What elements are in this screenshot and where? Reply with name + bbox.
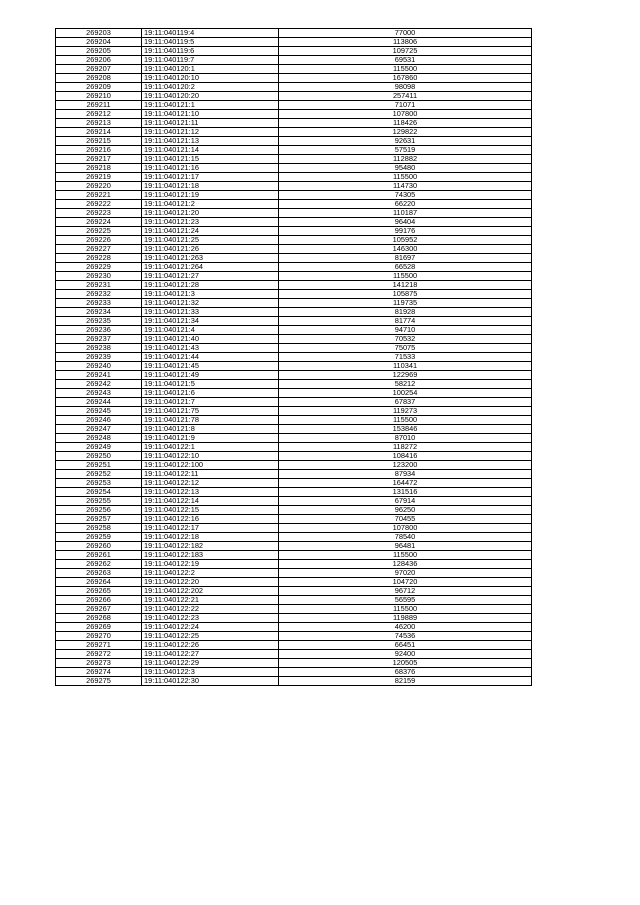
data-table: [55, 28, 532, 686]
value-cell: 98098: [279, 83, 532, 92]
value-cell: 77000: [279, 29, 532, 38]
row-id-cell: 269268: [56, 614, 142, 623]
row-id-cell: 269244: [56, 398, 142, 407]
row-id-cell: 269251: [56, 461, 142, 470]
value-cell: 164472: [279, 479, 532, 488]
value-cell: 75075: [279, 344, 532, 353]
table-row: [56, 632, 532, 641]
table-row: [56, 524, 532, 533]
value-cell: 105875: [279, 290, 532, 299]
row-id-cell: 269254: [56, 488, 142, 497]
table-row: [56, 83, 532, 92]
table-row: [56, 56, 532, 65]
table-row: [56, 506, 532, 515]
table-row: [56, 677, 532, 686]
table-row: [56, 425, 532, 434]
row-id-cell: 269259: [56, 533, 142, 542]
value-cell: 257411: [279, 92, 532, 101]
cadastral-number-cell: 19:11:040121:23: [142, 218, 279, 227]
table-row: [56, 92, 532, 101]
table-row: [56, 380, 532, 389]
cadastral-number-cell: 19:11:040121:12: [142, 128, 279, 137]
value-cell: 123200: [279, 461, 532, 470]
value-cell: 69531: [279, 56, 532, 65]
cadastral-number-cell: 19:11:040122:14: [142, 497, 279, 506]
row-id-cell: 269211: [56, 101, 142, 110]
table-row: [56, 47, 532, 56]
value-cell: 115500: [279, 65, 532, 74]
row-id-cell: 269232: [56, 290, 142, 299]
cadastral-number-cell: 19:11:040121:8: [142, 425, 279, 434]
cadastral-number-cell: 19:11:040121:75: [142, 407, 279, 416]
row-id-cell: 269233: [56, 299, 142, 308]
table-row: [56, 227, 532, 236]
table-row: [56, 209, 532, 218]
table-row: [56, 434, 532, 443]
cadastral-number-cell: 19:11:040122:10: [142, 452, 279, 461]
value-cell: 118272: [279, 443, 532, 452]
value-cell: 146300: [279, 245, 532, 254]
cadastral-number-cell: 19:11:040122:3: [142, 668, 279, 677]
cadastral-number-cell: 19:11:040121:20: [142, 209, 279, 218]
value-cell: 81774: [279, 317, 532, 326]
row-id-cell: 269265: [56, 587, 142, 596]
cadastral-number-cell: 19:11:040122:23: [142, 614, 279, 623]
cadastral-number-cell: 19:11:040122:12: [142, 479, 279, 488]
value-cell: 107800: [279, 524, 532, 533]
table-row: [56, 650, 532, 659]
value-cell: 66451: [279, 641, 532, 650]
table-row: [56, 659, 532, 668]
cadastral-number-cell: 19:11:040120:2: [142, 83, 279, 92]
cadastral-number-cell: 19:11:040122:24: [142, 623, 279, 632]
row-id-cell: 269270: [56, 632, 142, 641]
cadastral-number-cell: 19:11:040121:33: [142, 308, 279, 317]
value-cell: 56595: [279, 596, 532, 605]
row-id-cell: 269257: [56, 515, 142, 524]
cadastral-number-cell: 19:11:040122:30: [142, 677, 279, 686]
cadastral-number-cell: 19:11:040121:6: [142, 389, 279, 398]
cadastral-number-cell: 19:11:040122:1: [142, 443, 279, 452]
table-row: [56, 191, 532, 200]
table-row: [56, 587, 532, 596]
row-id-cell: 269264: [56, 578, 142, 587]
row-id-cell: 269250: [56, 452, 142, 461]
cadastral-number-cell: 19:11:040121:2: [142, 200, 279, 209]
value-cell: 71071: [279, 101, 532, 110]
table-row: [56, 173, 532, 182]
table-row: [56, 74, 532, 83]
cadastral-number-cell: 19:11:040120:10: [142, 74, 279, 83]
row-id-cell: 269262: [56, 560, 142, 569]
cadastral-number-cell: 19:11:040121:14: [142, 146, 279, 155]
cadastral-number-cell: 19:11:040119:4: [142, 29, 279, 38]
table-row: [56, 623, 532, 632]
row-id-cell: 269231: [56, 281, 142, 290]
row-id-cell: 269212: [56, 110, 142, 119]
row-id-cell: 269258: [56, 524, 142, 533]
value-cell: 120505: [279, 659, 532, 668]
value-cell: 97020: [279, 569, 532, 578]
value-cell: 113806: [279, 38, 532, 47]
table-row: [56, 128, 532, 137]
value-cell: 94710: [279, 326, 532, 335]
cadastral-number-cell: 19:11:040122:2: [142, 569, 279, 578]
table-row: [56, 488, 532, 497]
value-cell: 110341: [279, 362, 532, 371]
row-id-cell: 269241: [56, 371, 142, 380]
cadastral-number-cell: 19:11:040121:13: [142, 137, 279, 146]
row-id-cell: 269205: [56, 47, 142, 56]
table-row: [56, 578, 532, 587]
row-id-cell: 269213: [56, 119, 142, 128]
value-cell: 112882: [279, 155, 532, 164]
table-row: [56, 389, 532, 398]
cadastral-number-cell: 19:11:040121:3: [142, 290, 279, 299]
cadastral-number-cell: 19:11:040122:183: [142, 551, 279, 560]
table-row: [56, 146, 532, 155]
value-cell: 109725: [279, 47, 532, 56]
value-cell: 129822: [279, 128, 532, 137]
row-id-cell: 269208: [56, 74, 142, 83]
value-cell: 58212: [279, 380, 532, 389]
cadastral-number-cell: 19:11:040121:5: [142, 380, 279, 389]
row-id-cell: 269239: [56, 353, 142, 362]
cadastral-number-cell: 19:11:040121:15: [142, 155, 279, 164]
value-cell: 118426: [279, 119, 532, 128]
row-id-cell: 269210: [56, 92, 142, 101]
row-id-cell: 269271: [56, 641, 142, 650]
cadastral-number-cell: 19:11:040122:26: [142, 641, 279, 650]
row-id-cell: 269229: [56, 263, 142, 272]
value-cell: 95480: [279, 164, 532, 173]
cadastral-number-cell: 19:11:040122:182: [142, 542, 279, 551]
cadastral-number-cell: 19:11:040122:16: [142, 515, 279, 524]
table-row: [56, 542, 532, 551]
table-row: [56, 668, 532, 677]
value-cell: 119273: [279, 407, 532, 416]
table-row: [56, 479, 532, 488]
table-row: [56, 605, 532, 614]
value-cell: 128436: [279, 560, 532, 569]
value-cell: 141218: [279, 281, 532, 290]
table-row: [56, 326, 532, 335]
row-id-cell: 269238: [56, 344, 142, 353]
value-cell: 82159: [279, 677, 532, 686]
row-id-cell: 269260: [56, 542, 142, 551]
value-cell: 57519: [279, 146, 532, 155]
value-cell: 87010: [279, 434, 532, 443]
table-row: [56, 443, 532, 452]
cadastral-number-cell: 19:11:040121:49: [142, 371, 279, 380]
value-cell: 110187: [279, 209, 532, 218]
table-row: [56, 263, 532, 272]
row-id-cell: 269274: [56, 668, 142, 677]
value-cell: 46200: [279, 623, 532, 632]
row-id-cell: 269228: [56, 254, 142, 263]
value-cell: 67914: [279, 497, 532, 506]
value-cell: 87934: [279, 470, 532, 479]
cadastral-number-cell: 19:11:040121:4: [142, 326, 279, 335]
table-row: [56, 416, 532, 425]
cadastral-number-cell: 19:11:040121:27: [142, 272, 279, 281]
value-cell: 66220: [279, 200, 532, 209]
table-row: [56, 245, 532, 254]
table-row: [56, 596, 532, 605]
table-row: [56, 272, 532, 281]
value-cell: 115500: [279, 173, 532, 182]
table-row: [56, 461, 532, 470]
cadastral-number-cell: 19:11:040121:25: [142, 236, 279, 245]
value-cell: 68376: [279, 668, 532, 677]
value-cell: 108416: [279, 452, 532, 461]
cadastral-number-cell: 19:11:040122:17: [142, 524, 279, 533]
row-id-cell: 269220: [56, 182, 142, 191]
row-id-cell: 269218: [56, 164, 142, 173]
row-id-cell: 269248: [56, 434, 142, 443]
value-cell: 115500: [279, 272, 532, 281]
cadastral-number-cell: 19:11:040121:7: [142, 398, 279, 407]
value-cell: 104720: [279, 578, 532, 587]
row-id-cell: 269219: [56, 173, 142, 182]
value-cell: 71533: [279, 353, 532, 362]
row-id-cell: 269242: [56, 380, 142, 389]
value-cell: 66528: [279, 263, 532, 272]
cadastral-number-cell: 19:11:040121:264: [142, 263, 279, 272]
table-row: [56, 101, 532, 110]
row-id-cell: 269266: [56, 596, 142, 605]
value-cell: 115500: [279, 605, 532, 614]
value-cell: 67837: [279, 398, 532, 407]
row-id-cell: 269253: [56, 479, 142, 488]
cadastral-number-cell: 19:11:040121:1: [142, 101, 279, 110]
table-row: [56, 308, 532, 317]
cadastral-number-cell: 19:11:040121:32: [142, 299, 279, 308]
table-row: [56, 290, 532, 299]
value-cell: 131516: [279, 488, 532, 497]
value-cell: 70532: [279, 335, 532, 344]
cadastral-number-cell: 19:11:040120:20: [142, 92, 279, 101]
row-id-cell: 269214: [56, 128, 142, 137]
cadastral-number-cell: 19:11:040122:15: [142, 506, 279, 515]
table-row: [56, 254, 532, 263]
table-row: [56, 641, 532, 650]
cadastral-number-cell: 19:11:040120:1: [142, 65, 279, 74]
row-id-cell: 269249: [56, 443, 142, 452]
table-row: [56, 164, 532, 173]
row-id-cell: 269267: [56, 605, 142, 614]
value-cell: 115500: [279, 416, 532, 425]
table-row: [56, 65, 532, 74]
cadastral-number-cell: 19:11:040121:43: [142, 344, 279, 353]
table-row: [56, 29, 532, 38]
value-cell: 96250: [279, 506, 532, 515]
row-id-cell: 269217: [56, 155, 142, 164]
row-id-cell: 269221: [56, 191, 142, 200]
cadastral-number-cell: 19:11:040122:11: [142, 470, 279, 479]
row-id-cell: 269215: [56, 137, 142, 146]
table-row: [56, 560, 532, 569]
row-id-cell: 269203: [56, 29, 142, 38]
row-id-cell: 269272: [56, 650, 142, 659]
table-row: [56, 236, 532, 245]
row-id-cell: 269236: [56, 326, 142, 335]
table-row: [56, 533, 532, 542]
row-id-cell: 269237: [56, 335, 142, 344]
row-id-cell: 269269: [56, 623, 142, 632]
cadastral-number-cell: 19:11:040121:28: [142, 281, 279, 290]
cadastral-number-cell: 19:11:040121:44: [142, 353, 279, 362]
cadastral-number-cell: 19:11:040121:26: [142, 245, 279, 254]
row-id-cell: 269261: [56, 551, 142, 560]
cadastral-number-cell: 19:11:040121:40: [142, 335, 279, 344]
table-row: [56, 398, 532, 407]
value-cell: 74536: [279, 632, 532, 641]
value-cell: 153846: [279, 425, 532, 434]
value-cell: 96481: [279, 542, 532, 551]
table-row: [56, 371, 532, 380]
value-cell: 78540: [279, 533, 532, 542]
value-cell: 81928: [279, 308, 532, 317]
row-id-cell: 269263: [56, 569, 142, 578]
row-id-cell: 269230: [56, 272, 142, 281]
cadastral-number-cell: 19:11:040121:19: [142, 191, 279, 200]
cadastral-number-cell: 19:11:040121:24: [142, 227, 279, 236]
value-cell: 115500: [279, 551, 532, 560]
row-id-cell: 269226: [56, 236, 142, 245]
row-id-cell: 269255: [56, 497, 142, 506]
cadastral-number-cell: 19:11:040121:16: [142, 164, 279, 173]
cadastral-number-cell: 19:11:040121:45: [142, 362, 279, 371]
value-cell: 96712: [279, 587, 532, 596]
row-id-cell: 269273: [56, 659, 142, 668]
cadastral-number-cell: 19:11:040119:7: [142, 56, 279, 65]
table-row: [56, 344, 532, 353]
row-id-cell: 269252: [56, 470, 142, 479]
value-cell: 74305: [279, 191, 532, 200]
cadastral-number-cell: 19:11:040121:17: [142, 173, 279, 182]
cadastral-number-cell: 19:11:040122:19: [142, 560, 279, 569]
table-row: [56, 614, 532, 623]
row-id-cell: 269240: [56, 362, 142, 371]
value-cell: 96404: [279, 218, 532, 227]
value-cell: 92631: [279, 137, 532, 146]
row-id-cell: 269204: [56, 38, 142, 47]
row-id-cell: 269275: [56, 677, 142, 686]
value-cell: 81697: [279, 254, 532, 263]
table-row: [56, 155, 532, 164]
table-row: [56, 362, 532, 371]
value-cell: 99176: [279, 227, 532, 236]
cadastral-number-cell: 19:11:040121:34: [142, 317, 279, 326]
table-row: [56, 497, 532, 506]
cadastral-number-cell: 19:11:040122:22: [142, 605, 279, 614]
cadastral-number-cell: 19:11:040122:100: [142, 461, 279, 470]
row-id-cell: 269234: [56, 308, 142, 317]
table-row: [56, 200, 532, 209]
row-id-cell: 269227: [56, 245, 142, 254]
cadastral-number-cell: 19:11:040121:10: [142, 110, 279, 119]
cadastral-number-cell: 19:11:040121:11: [142, 119, 279, 128]
cadastral-number-cell: 19:11:040122:25: [142, 632, 279, 641]
cadastral-number-cell: 19:11:040119:6: [142, 47, 279, 56]
value-cell: 119735: [279, 299, 532, 308]
value-cell: 70455: [279, 515, 532, 524]
value-cell: 114730: [279, 182, 532, 191]
table-body: [56, 29, 532, 686]
cadastral-number-cell: 19:11:040121:78: [142, 416, 279, 425]
table-row: [56, 281, 532, 290]
table-row: [56, 569, 532, 578]
table-row: [56, 515, 532, 524]
row-id-cell: 269246: [56, 416, 142, 425]
cadastral-number-cell: 19:11:040122:18: [142, 533, 279, 542]
table-row: [56, 470, 532, 479]
row-id-cell: 269225: [56, 227, 142, 236]
table-row: [56, 335, 532, 344]
row-id-cell: 269207: [56, 65, 142, 74]
cadastral-number-cell: 19:11:040121:9: [142, 434, 279, 443]
row-id-cell: 269256: [56, 506, 142, 515]
table-row: [56, 119, 532, 128]
table-row: [56, 218, 532, 227]
row-id-cell: 269209: [56, 83, 142, 92]
row-id-cell: 269222: [56, 200, 142, 209]
row-id-cell: 269247: [56, 425, 142, 434]
row-id-cell: 269245: [56, 407, 142, 416]
value-cell: 92400: [279, 650, 532, 659]
cadastral-number-cell: 19:11:040121:263: [142, 254, 279, 263]
cadastral-number-cell: 19:11:040122:13: [142, 488, 279, 497]
table-row: [56, 452, 532, 461]
row-id-cell: 269216: [56, 146, 142, 155]
cadastral-number-cell: 19:11:040122:21: [142, 596, 279, 605]
row-id-cell: 269224: [56, 218, 142, 227]
value-cell: 167860: [279, 74, 532, 83]
row-id-cell: 269243: [56, 389, 142, 398]
cadastral-number-cell: 19:11:040121:18: [142, 182, 279, 191]
table-row: [56, 38, 532, 47]
cadastral-number-cell: 19:11:040122:29: [142, 659, 279, 668]
table-row: [56, 407, 532, 416]
value-cell: 107800: [279, 110, 532, 119]
table-row: [56, 317, 532, 326]
table-row: [56, 299, 532, 308]
cadastral-number-cell: 19:11:040122:202: [142, 587, 279, 596]
value-cell: 119889: [279, 614, 532, 623]
table-row: [56, 137, 532, 146]
row-id-cell: 269223: [56, 209, 142, 218]
value-cell: 122969: [279, 371, 532, 380]
row-id-cell: 269235: [56, 317, 142, 326]
table-row: [56, 110, 532, 119]
row-id-cell: 269206: [56, 56, 142, 65]
table-row: [56, 182, 532, 191]
cadastral-number-cell: 19:11:040119:5: [142, 38, 279, 47]
value-cell: 105952: [279, 236, 532, 245]
cadastral-number-cell: 19:11:040122:27: [142, 650, 279, 659]
table-row: [56, 551, 532, 560]
value-cell: 100254: [279, 389, 532, 398]
cadastral-number-cell: 19:11:040122:20: [142, 578, 279, 587]
table-row: [56, 353, 532, 362]
